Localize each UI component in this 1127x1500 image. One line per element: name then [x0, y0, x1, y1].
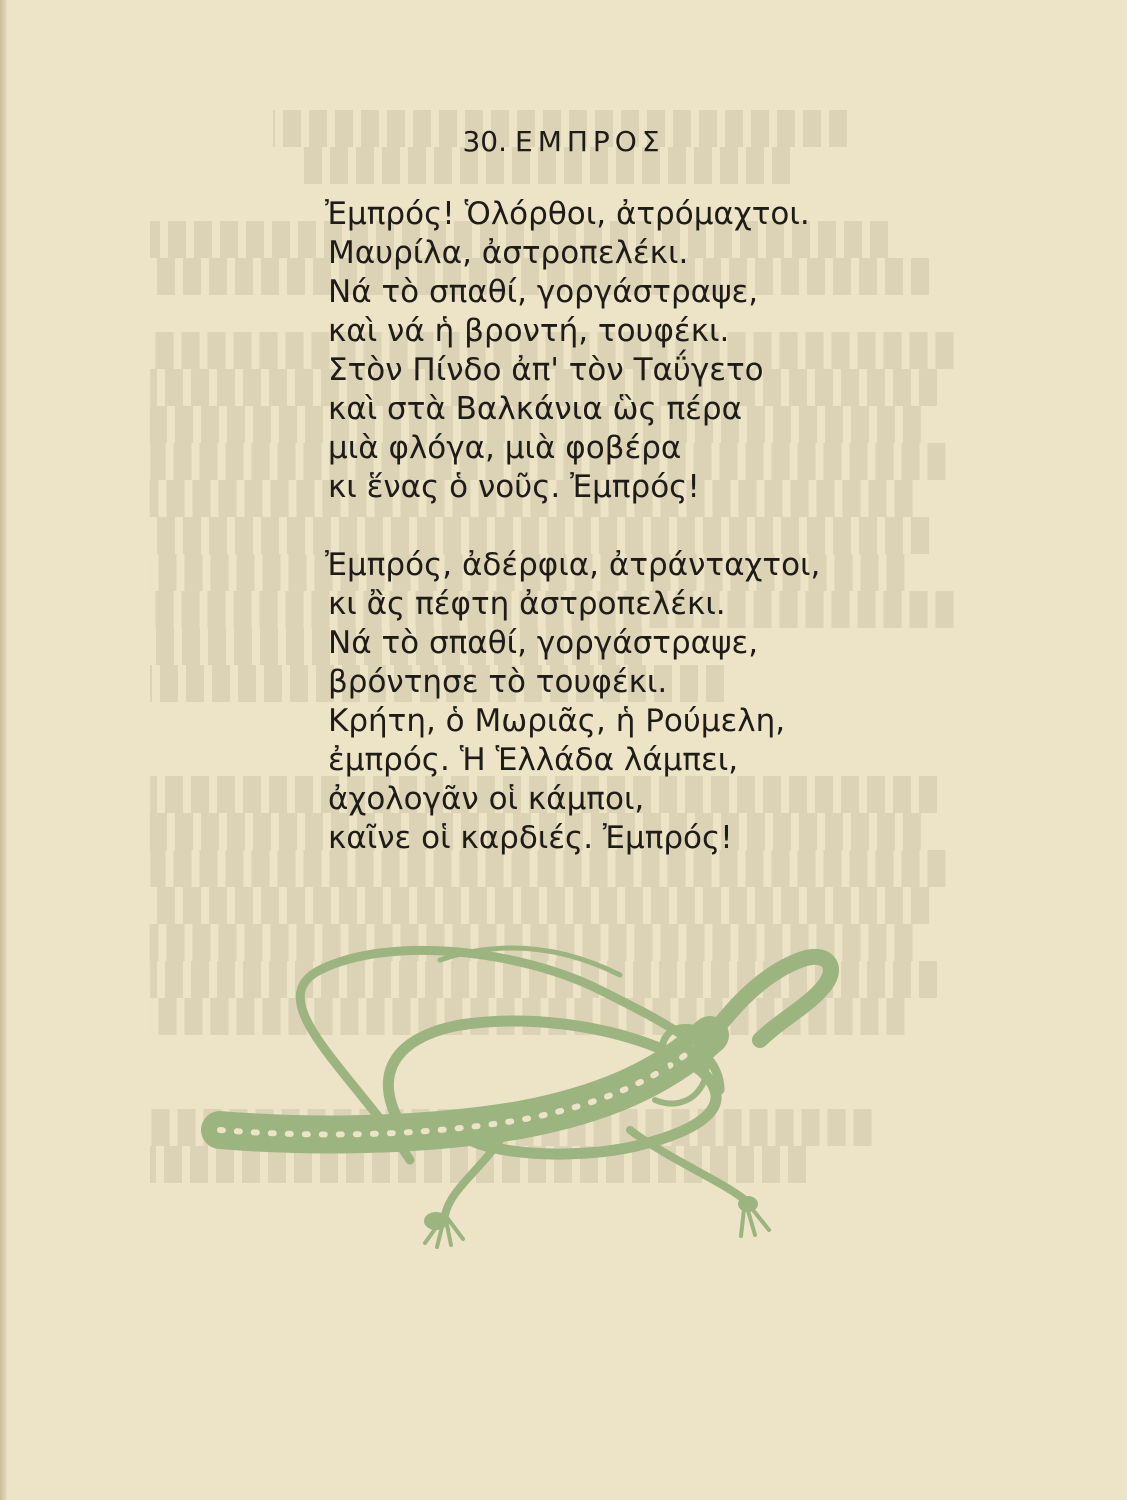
poem-line: Νά τὸ σπαθί, γοργάστραψε, — [328, 274, 759, 310]
poem-line: ἀχολογᾶν οἱ κάμποι, — [328, 781, 645, 817]
poem-body — [325, 195, 821, 897]
poem-line: Μαυρίλα, ἀστροπελέκι. — [328, 235, 689, 271]
poem-line: καὶ στὰ Βαλκάνια ὣς πέρα — [328, 391, 743, 427]
poem-line: ἐμπρός. Ἡ Ἑλλάδα λάμπει, — [328, 742, 739, 778]
sabre-with-cord-icon — [200, 930, 960, 1260]
poem-line: Νά τὸ σπαθί, γοργάστραψε, — [328, 625, 759, 661]
poem-title — [0, 125, 1127, 158]
poem-line: καὶ νά ἡ βροντή, τουφέκι. — [328, 313, 730, 349]
page-binding-edge — [0, 0, 7, 1500]
stanza-2 — [325, 546, 821, 858]
poem-line: Στὸν Πίνδο ἀπ' τὸν Ταΰγετο — [328, 352, 764, 388]
poem-title-text: ΕΜΠΡΟΣ — [515, 125, 665, 158]
stanza-1 — [325, 195, 820, 507]
poem-line: καῖνε οἱ καρδιές. Ἐμπρός! — [328, 820, 733, 856]
poem-line: Ἐμπρός! Ὁλόρθοι, ἀτρόμαχτοι. — [325, 196, 810, 232]
poem-line: Ἐμπρός, ἀδέρφια, ἀτράνταχτοι, — [325, 547, 821, 583]
poem-line: βρόντησε τὸ τουφέκι. — [328, 664, 668, 700]
poem-line: κι ἂς πέφτη ἀστροπελέκι. — [328, 586, 726, 622]
poem-line: κι ἕνας ὁ νοῦς. Ἐμπρός! — [328, 469, 700, 505]
poem-line: Κρήτη, ὁ Μωριᾶς, ἡ Ρούμελη, — [328, 703, 786, 739]
poem-line: μιὰ φλόγα, μιὰ φοβέρα — [328, 430, 682, 466]
poem-number: 30. — [462, 125, 507, 158]
